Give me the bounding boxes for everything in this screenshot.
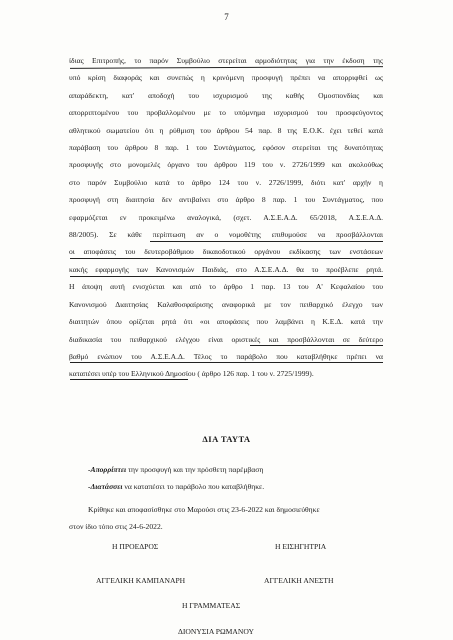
body-line: καταπέσει υπέρ του Ελληνικού Δημοσίου ( άρθρο 126 παρ. 1 του ν. 2725/1999).: [69, 369, 314, 379]
president-name: ΑΓΓΕΛΙΚΗ ΚΑΜΠΑΝΑΡΗ: [96, 576, 186, 585]
body-line: οι αποφάσεις του δευτεροβάθμιου δικαιοδοτικού οργάνου εκδίκασης των ενστάσεων: [69, 247, 383, 257]
body-line: Κανονισμού Διαιτησίας Καλαθοσφαίρισης αναφορικά με τον πειθαρχικό έλεγχο των: [69, 299, 383, 309]
body-line: 88/2005). Σε κάθε περίπτωση αν ο νομοθέτης επιθυμούσε να προσβάλλονται: [69, 230, 383, 240]
body-line: προσφυγής στο μονομελές όργανο του άρθρου 119 του ν. 2726/1999 και ακολούθως: [69, 160, 383, 170]
body-line: Η άποψη αυτή ενισχύεται και από το άρθρο 1 παρ. 13 του Α' Κεφαλαίου του: [69, 282, 383, 292]
section-heading: ΔΙΑ ΤΑΥΤΑ: [202, 434, 251, 444]
pen-underline: [150, 241, 383, 242]
body-line: διαδικασία του πειθαρχικού ελέγχου είναι οριστικές και προσβάλλονται σε δεύτερο: [69, 334, 383, 344]
body-line: παράβαση του άρθρου 8 παρ. 1 του Συντάγματος, εφόσον στερείται της δυνατότητας: [69, 143, 383, 153]
rapporteur-name: ΑΓΓΕΛΙΚΗ ΑΝΕΣΤΗ: [264, 576, 334, 585]
pen-underline: [250, 345, 383, 346]
body-paragraph: [69, 52, 383, 383]
body-line: κακής εφαρμογής των Κανονισμών Παιδιάς, στο Α.Σ.Ε.Α.Δ. θα το προέβλεπε ρητά.: [69, 264, 383, 274]
body-line: εφαρμόζεται εν προκειμένω αναλογικά, (σχετ. Α.Σ.Ε.Α.Δ. 65/2018, Α.Σ.Ε.Α.Δ.: [69, 212, 383, 222]
ruling-line: [88, 482, 264, 491]
body-line: αθλητικού σωματείου ότι η ρύθμιση του άρθρου 54 παρ. 8 της Ε.Ο.Κ. έχει τεθεί κατά: [69, 125, 383, 135]
body-line: ίδιας Επιτροπής, το παρόν Συμβούλιο στερείται αρμοδιότητας για την έκδοση της: [69, 56, 383, 65]
page-number: 7: [224, 12, 229, 22]
ruling-text: να καταπέσει το παράβολο που καταβλήθηκε.: [122, 482, 265, 491]
body-line: απορριπτομένου του προβαλλομένου με το υπόμνημα ισχυρισμού του προσφεύγοντος: [69, 108, 383, 118]
pen-underline: [70, 258, 383, 259]
body-line: στο παρόν Συμβούλιο κατά το άρθρο 124 του ν. 2726/1999, διότι κατ' αρχήν η: [69, 177, 383, 187]
closing-line: Κρίθηκε και αποφασίσθηκε στο Μαρούσι στις 23-6-2022 και δημοσιεύθηκε: [88, 505, 320, 514]
pen-underline: [70, 276, 383, 277]
body-line: υπό κρίση διαφοράς και συνεπώς η κρινόμενη προσφυγή πρέπει να απορριφθεί ως: [69, 73, 383, 83]
body-line: βαθμό ενώπιον του Α.Σ.Ε.Α.Δ. Τέλος το παράβολο που καταβλήθηκε πρέπει να: [69, 351, 383, 361]
body-line: διαιτητών όπου ορίζεται ρητά ότι «οι αποφάσεις που λαμβάνει η Κ.Ε.Δ. κατά την: [69, 317, 383, 327]
ruling-text: την προσφυγή και την πρόσθετη παρέμβαση: [126, 465, 264, 474]
pen-underline: [70, 362, 383, 363]
secretary-name: ΔΙΟΝΥΣΙΑ ΡΩΜΑΝΟΥ: [178, 627, 254, 636]
president-title: Η ΠΡΟΕΔΡΟΣ: [112, 542, 159, 551]
body-line: προσφυγή στη διαιτησία δεν αντιβαίνει στο άρθρο 8 παρ. 1 του Συντάγματος, που: [69, 195, 383, 205]
pen-underline: [70, 379, 188, 380]
ruling-verb: -Διατάσσει: [88, 482, 123, 491]
closing-line: στον ίδιο τόπο στις 24-6-2022.: [69, 522, 163, 531]
rapporteur-title: Η ΕΙΣΗΓΗΤΡΙΑ: [275, 542, 327, 551]
body-line: απαράδεκτη, κατ' αποδοχή του ισχυρισμού της καθής Ομοσπονδίας και: [69, 90, 383, 100]
ruling-line: [88, 465, 263, 474]
secretary-title: Η ΓΡΑΜΜΑΤΕΑΣ: [182, 601, 241, 610]
ruling-verb: -Απορρίπτει: [88, 465, 127, 474]
